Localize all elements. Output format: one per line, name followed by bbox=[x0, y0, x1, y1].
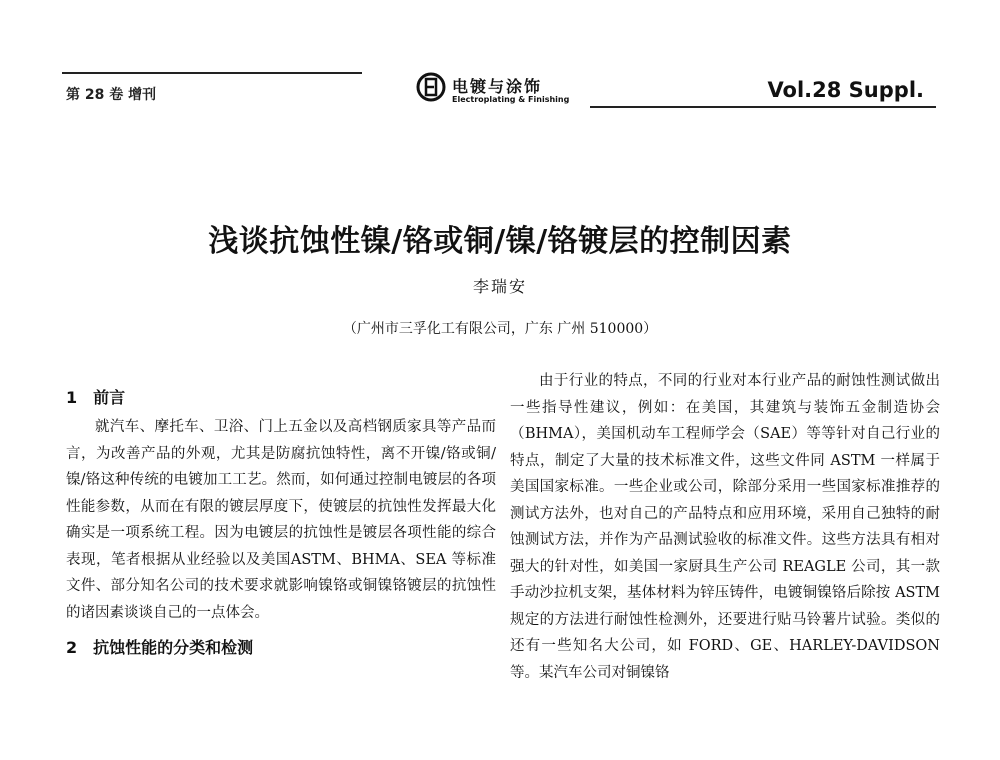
header-rule-right bbox=[590, 106, 936, 108]
section-heading bbox=[66, 632, 496, 664]
journal-name-cn: 电镀与涂饰 bbox=[452, 77, 543, 96]
right-column bbox=[510, 368, 940, 686]
journal-logo bbox=[414, 70, 594, 110]
intro-paragraph: 就汽车、摩托车、卫浴、门上五金以及高档钢质家具等产品而言，为改善产品的外观，尤其是防腐抗蚀特性，离不开镍/铬或铜/镍/铬这种传统的电镀加工工艺。然而，如何通过控制电镀层的各项性能参数，从而在有限的镀层厚度下，使镀层的抗蚀性发挥最大化确实是一项系统工程。因为电镀层的抗蚀性是镀层各项性能的综合表现，笔者根据从业经验以及美国ASTM、BHMA、SEA 等标准文件、部分知名公司的技术要求就影响镍铬或铜镍铬镀层的抗蚀性的诸因素谈谈自己的一点体会。 bbox=[66, 419, 496, 621]
article-affiliation: （广州市三孚化工有限公司，广东 广州 510000） bbox=[342, 321, 658, 337]
section-heading bbox=[66, 382, 496, 414]
left-column bbox=[66, 382, 496, 664]
header-rule-left bbox=[62, 72, 362, 74]
section-title: 前言 bbox=[93, 388, 126, 407]
article-author: 李瑞安 bbox=[472, 277, 527, 296]
journal-name-en: Electroplating & Finishing bbox=[452, 95, 570, 104]
body-paragraph: 由于行业的特点，不同的行业对本行业产品的耐蚀性测试做出一些指导性建议，例如：在美国，其建筑与装饰五金制造协会（BHMA），美国机动车工程师学会（SAE）等等针对自己行业的特点，制定了大量的技术标准文件，这些文件同 ASTM 一样属于美国国家标准。一些企业或公司，除部分采用一些国家标准推荐的测试方法外，也对自己的产品特点和应用环境，采用自己独特的耐蚀测试方法，并作为产品测试验收的标准文件。这些方法具有相对强大的针对性，如美国一家厨具生产公司 REAGLE 公司，其一款手动沙拉机支架，基体材料为锌压铸件，电镀铜镍铬后除按 ASTM 规定的方法进行耐蚀性检测外，还要进行贴马铃薯片试验。类似的还有一些知名大公司，如 FORD、GE、HARLEY-DAVIDSON 等。某汽车公司对铜镍铬 bbox=[510, 373, 940, 681]
journal-logo-icon bbox=[414, 70, 448, 104]
section-number: 2 bbox=[66, 638, 78, 657]
section-number: 1 bbox=[66, 388, 78, 407]
issue-label: 第 28 卷 增刊 bbox=[66, 87, 157, 103]
section-title: 抗蚀性能的分类和检测 bbox=[93, 638, 254, 657]
volume-label: Vol.28 Suppl. bbox=[767, 78, 924, 102]
article-title: 浅谈抗蚀性镍/铬或铜/镍/铬镀层的控制因素 bbox=[208, 224, 792, 260]
